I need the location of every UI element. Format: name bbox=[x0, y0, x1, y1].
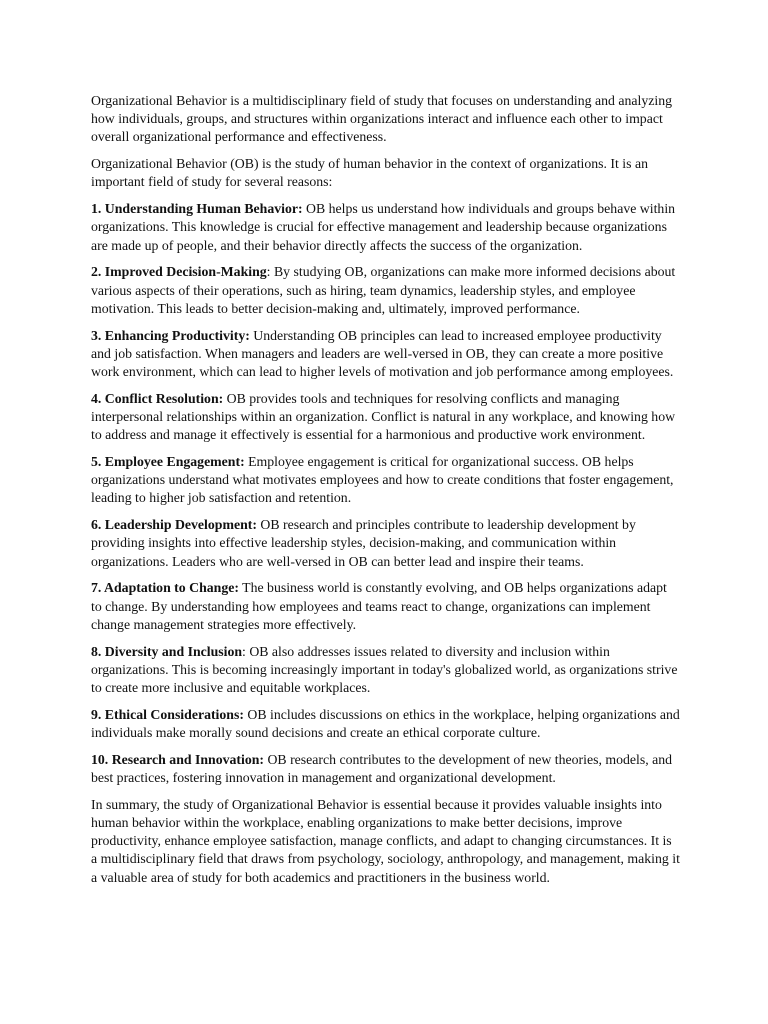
list-item bbox=[91, 200, 681, 255]
item-text: OB includes discussions on ethics in the workplace, helping organizations and individuals make morally sound decisions and create an ethical corporate culture. bbox=[91, 706, 680, 741]
item-title: 2. Improved Decision-Making bbox=[91, 264, 267, 280]
document-page bbox=[91, 92, 681, 895]
list-item bbox=[91, 751, 681, 787]
item-title: 4. Conflict Resolution: bbox=[91, 390, 224, 406]
intro-paragraph: Organizational Behavior (OB) is the study of human behavior in the context of organizations. It is an important field of study for several reasons: bbox=[91, 156, 648, 190]
item-text: : By studying OB, organizations can make more informed decisions about various aspects of their operations, such as hiring, team dynamics, leadership styles, and employee motivation. This leads to better decision-making and, ultimately, improved performance. bbox=[91, 264, 676, 316]
list-item bbox=[91, 643, 681, 698]
item-text: Understanding OB principles can lead to increased employee productivity and job satisfaction. When managers and leaders are well-versed in OB, they can create a more positive work environment, which can lead to higher levels of motivation and job performance among employees. bbox=[91, 327, 674, 380]
list-item bbox=[91, 706, 681, 742]
list-item bbox=[91, 516, 681, 571]
item-title: 6. Leadership Development: bbox=[91, 517, 257, 533]
item-title: 7. Adaptation to Change: bbox=[91, 580, 239, 596]
list-item bbox=[91, 390, 681, 445]
item-text: OB provides tools and techniques for resolving conflicts and managing interpersonal relationships within an organization. Conflict is natural in any workplace, and knowing how to address and manage it effectively is essential for a harmonious and productive work environment. bbox=[91, 390, 676, 443]
item-title: 3. Enhancing Productivity: bbox=[91, 327, 250, 343]
list-item bbox=[91, 579, 681, 634]
item-text: OB research and principles contribute to leadership development by providing insights into effective leadership styles, decision-making, and communication within organizations. Leaders who are well-versed in OB can better lead and inspire their teams. bbox=[91, 517, 636, 569]
summary-paragraph: In summary, the study of Organizational Behavior is essential because it provides valuable insights into human behavior within the workplace, enabling organizations to make better decisions, improve productivity, enhance employee satisfaction, manage conflicts, and adapt to changing circumstances. It is a multidisciplinary field that draws from psychology, sociology, anthropology, and management, making it a valuable area of study for both academics and practitioners in the business world. bbox=[91, 796, 680, 885]
item-text: The business world is constantly evolving, and OB helps organizations adapt to change. By understanding how employees and teams react to change, organizations can implement change management strategies more effectively. bbox=[91, 580, 667, 632]
item-text: OB helps us understand how individuals and groups behave within organizations. This knowledge is crucial for effective management and leadership because organizations are made up of people, and their behavior directly affects the success of the organization. bbox=[91, 201, 676, 253]
item-title: 8. Diversity and Inclusion bbox=[91, 643, 243, 659]
item-title: 9. Ethical Considerations: bbox=[91, 706, 244, 722]
item-title: 10. Research and Innovation: bbox=[91, 751, 264, 767]
list-item bbox=[91, 327, 681, 382]
intro-paragraph: Organizational Behavior is a multidisciplinary field of study that focuses on understanding and analyzing how individuals, groups, and structures within organizations interact and influence each other to impact overall organizational performance and effectiveness. bbox=[91, 93, 672, 145]
list-item bbox=[91, 263, 681, 318]
item-title: 1. Understanding Human Behavior: bbox=[91, 201, 303, 217]
item-text: Employee engagement is critical for organizational success. OB helps organizations understand what motivates employees and how to create conditions that foster engagement, leading to higher job satisfaction and retention. bbox=[91, 454, 674, 506]
item-title: 5. Employee Engagement: bbox=[91, 454, 245, 470]
item-text: OB research contributes to the development of new theories, models, and best practices, fostering innovation in management and organizational development. bbox=[91, 751, 673, 786]
list-item bbox=[91, 453, 681, 508]
item-text: : OB also addresses issues related to diversity and inclusion within organizations. This is becoming increasingly important in today's globalized world, as organizations strive to create more inclusive and equitable workplaces. bbox=[91, 643, 678, 696]
